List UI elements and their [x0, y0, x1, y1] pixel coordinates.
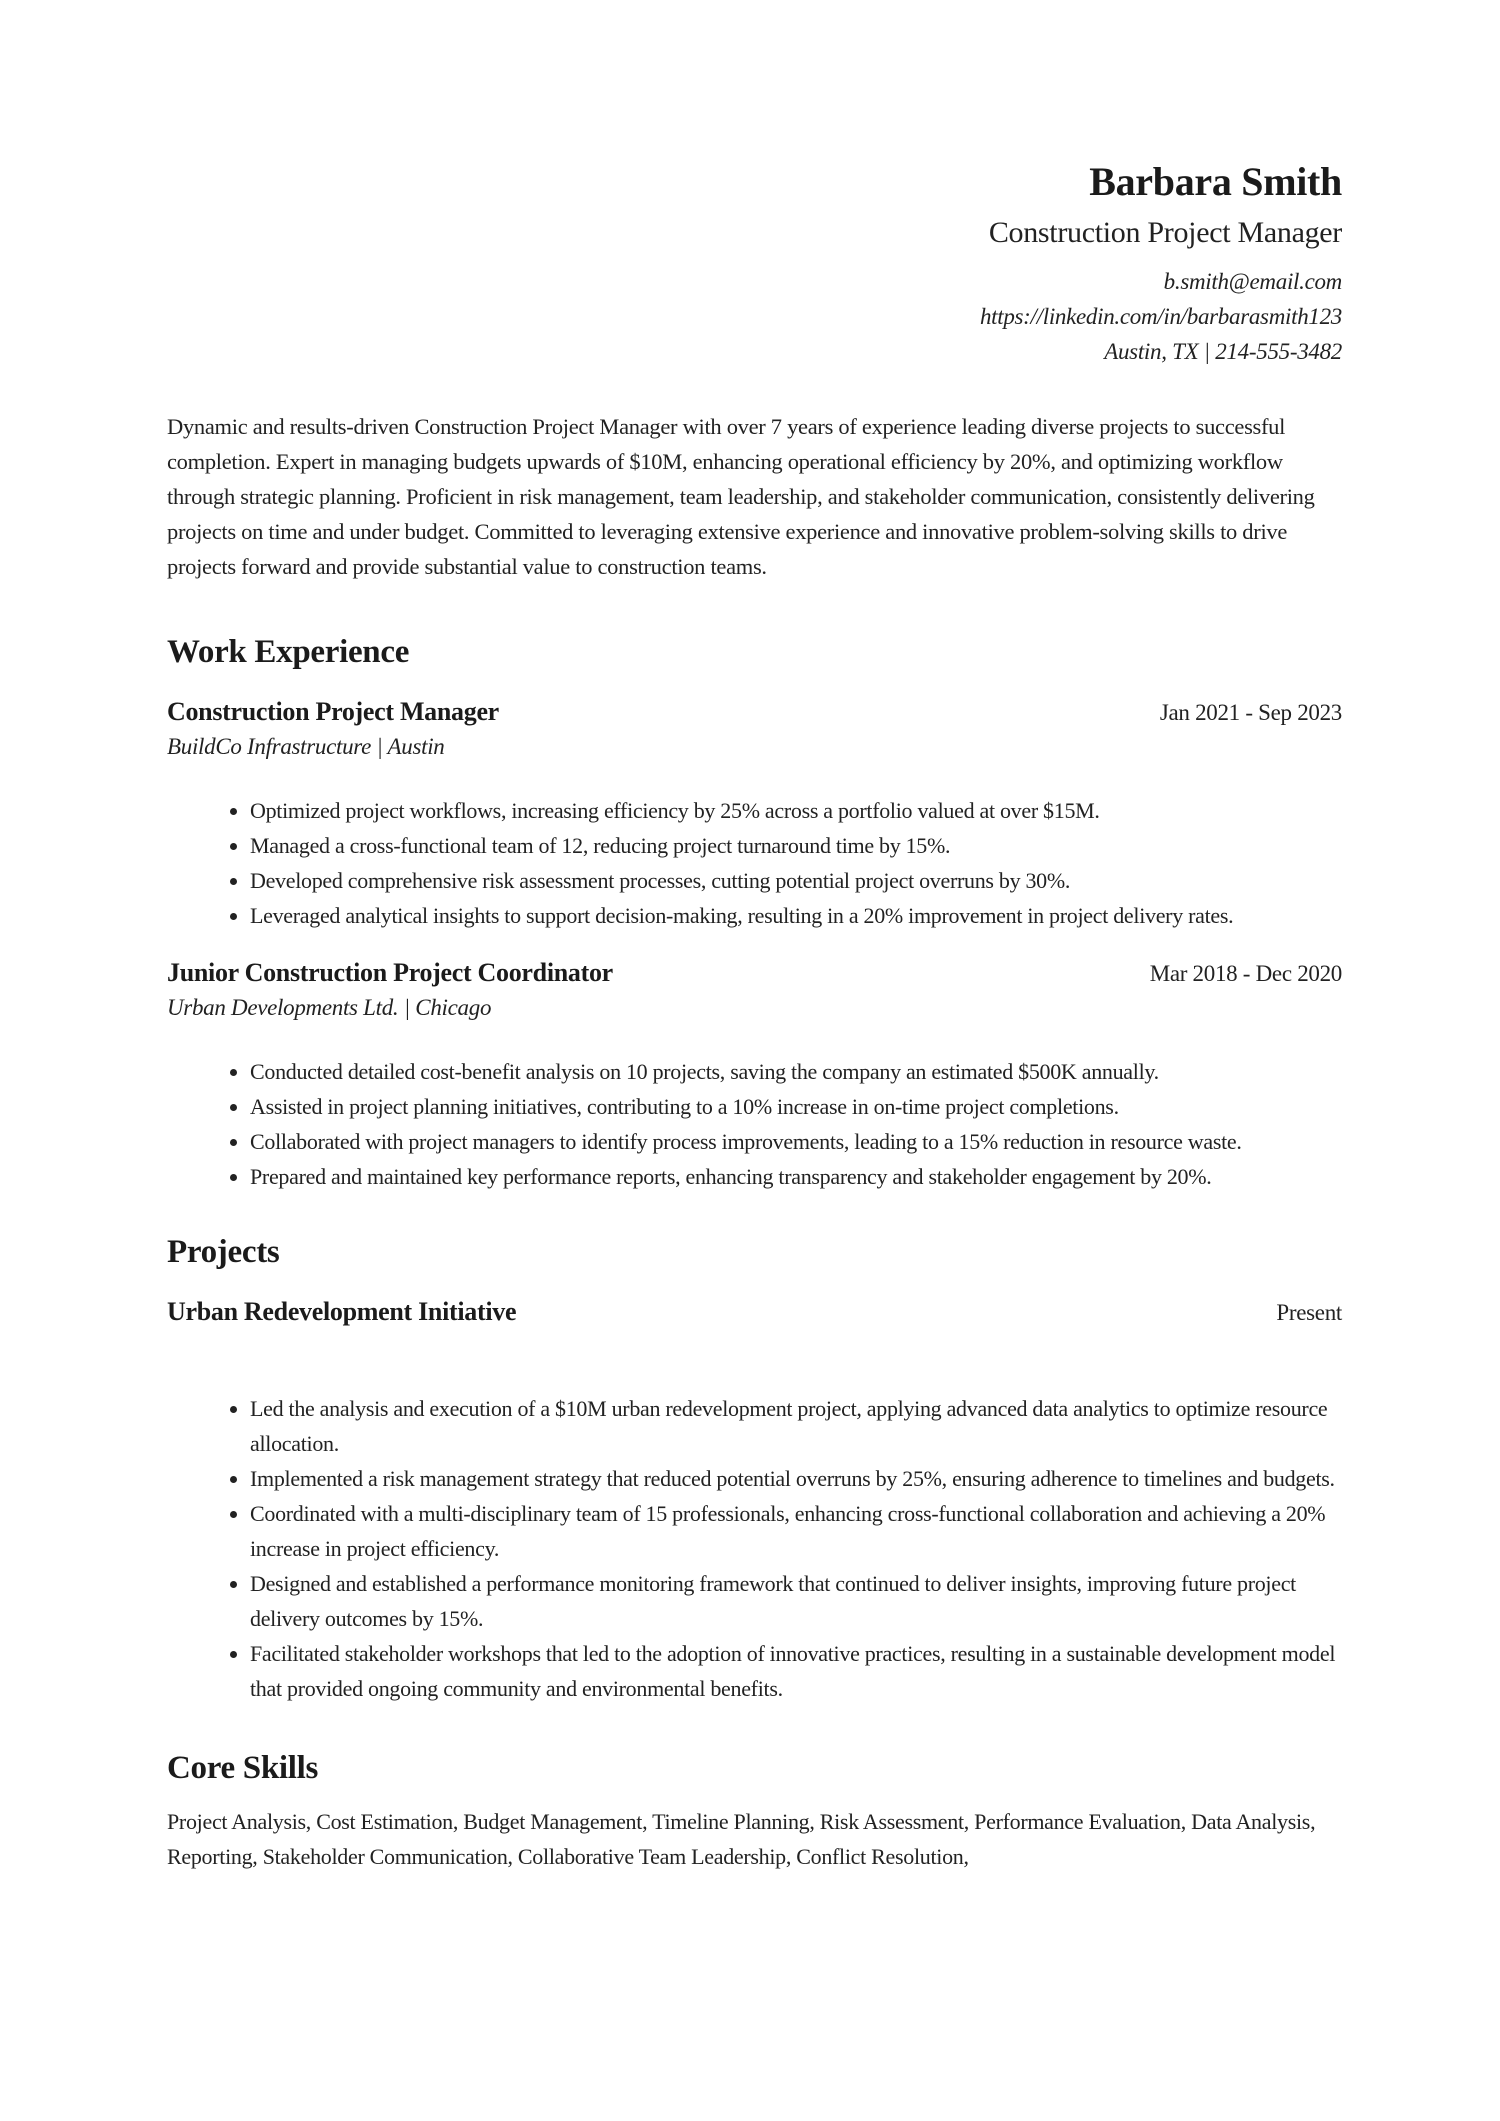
- job-entry: [167, 957, 1342, 1194]
- job-dates: Mar 2018 - Dec 2020: [1149, 961, 1342, 986]
- bullet-item: • Conducted detailed cost-benefit analysis on 10 projects, saving the company an estimated $500K annually.: [250, 1054, 1342, 1089]
- bullet-item: • Collaborated with project managers to identify process improvements, leading to a 15% reduction in resource waste.: [250, 1124, 1342, 1159]
- job-dates: Jan 2021 - Sep 2023: [1159, 700, 1342, 725]
- bullet-item: • Prepared and maintained key performance reports, enhancing transparency and stakeholder engagement by 20%.: [250, 1159, 1342, 1194]
- bullet-item: • Optimized project workflows, increasing efficiency by 25% across a portfolio valued at over $15M.: [250, 793, 1342, 828]
- projects-heading: Projects: [167, 1234, 280, 1270]
- bullet-item: • Facilitated stakeholder workshops that led to the adoption of innovative practices, resulting in a sustainable development model that provided ongoing community and environmental benefits.: [250, 1636, 1342, 1706]
- skills-text: Project Analysis, Cost Estimation, Budget Management, Timeline Planning, Risk Assessment, Performance Evaluation, Data Analysis, Reporting, Stakeholder Communication, Collaborative Team Leadership, Conflict Resolution,: [167, 1809, 1316, 1869]
- contact-location-phone: Austin, TX | 214-555-3482: [1104, 339, 1342, 364]
- section-work-experience: [167, 632, 1342, 1194]
- person-name: Barbara Smith: [1089, 159, 1342, 204]
- job-bullet-list: [167, 793, 1342, 933]
- project-bullet-list: [167, 1391, 1342, 1706]
- summary-paragraph: Dynamic and results-driven Construction Project Manager with over 7 years of experience leading diverse projects to successful completion. Expert in managing budgets upwards of $10M, enhancing operational efficiency by 20%, and optimizing workflow through strategic planning. Proficient in risk management, team leadership, and stakeholder communication, consistently delivering projects on time and under budget. Committed to leveraging extensive experience and innovative problem-solving skills to drive projects forward and provide substantial value to construction teams.: [167, 414, 1315, 579]
- project-title: Urban Redevelopment Initiative: [167, 1297, 517, 1326]
- job-entry: [167, 696, 1342, 933]
- resume-header: [167, 158, 1342, 369]
- job-header-row: [167, 957, 1342, 990]
- bullet-item: • Implemented a risk management strategy that reduced potential overruns by 25%, ensuring adherence to timelines and budgets.: [250, 1461, 1342, 1496]
- core-skills-heading: Core Skills: [167, 1750, 319, 1786]
- section-core-skills: [167, 1748, 1342, 1874]
- job-bullet-list: [167, 1054, 1342, 1194]
- bullet-item: • Coordinated with a multi-disciplinary team of 15 professionals, enhancing cross-functional collaboration and achieving a 20% increase in project efficiency.: [250, 1496, 1342, 1566]
- contact-email: b.smith@email.com: [1163, 269, 1342, 294]
- bullet-item: • Leveraged analytical insights to support decision-making, resulting in a 20% improvement in project delivery rates.: [250, 898, 1342, 933]
- job-title: Junior Construction Project Coordinator: [167, 958, 613, 987]
- contact-linkedin: https://linkedin.com/in/barbarasmith123: [979, 304, 1342, 329]
- person-title: Construction Project Manager: [988, 216, 1342, 249]
- bullet-item: • Led the analysis and execution of a $10M urban redevelopment project, applying advanced data analytics to optimize resource allocation.: [250, 1391, 1342, 1461]
- project-header-row: [167, 1296, 1342, 1329]
- contact-block: [167, 264, 1342, 369]
- bullet-item: • Managed a cross-functional team of 12, reducing project turnaround time by 15%.: [250, 828, 1342, 863]
- work-experience-heading: Work Experience: [167, 634, 410, 670]
- job-title: Construction Project Manager: [167, 697, 499, 726]
- section-projects: [167, 1232, 1342, 1706]
- job-company: BuildCo Infrastructure | Austin: [167, 734, 445, 759]
- bullet-item: • Assisted in project planning initiatives, contributing to a 10% increase in on-time project completions.: [250, 1089, 1342, 1124]
- bullet-item: • Developed comprehensive risk assessment processes, cutting potential project overruns by 30%.: [250, 863, 1342, 898]
- project-entry: [167, 1296, 1342, 1706]
- bullet-item: • Designed and established a performance monitoring framework that continued to deliver insights, improving future project delivery outcomes by 15%.: [250, 1566, 1342, 1636]
- job-header-row: [167, 696, 1342, 729]
- job-company: Urban Developments Ltd. | Chicago: [167, 995, 492, 1020]
- project-dates: Present: [1276, 1300, 1342, 1325]
